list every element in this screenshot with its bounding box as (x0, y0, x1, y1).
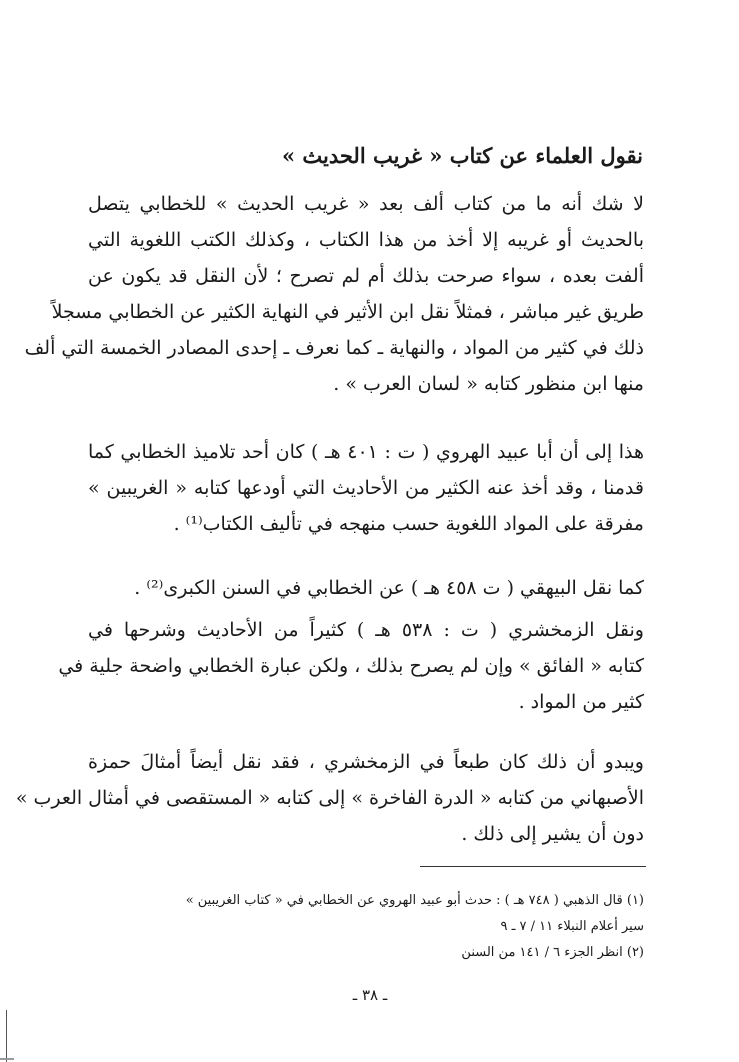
paragraph-3 (88, 570, 644, 606)
paragraph-2 (88, 434, 644, 542)
paragraph-line: ونقل الزمخشري ( ت : ٥٣٨ هـ ) كثيراً من الأحاديث وشرحها في (88, 619, 644, 641)
paragraph-5 (15, 744, 644, 852)
footnote-divider (420, 866, 646, 867)
paragraph-line: كتابه « الفائق » وإن لم يصرح بذلك ، ولكن عبارة الخطابي واضحة جلية في (58, 655, 644, 677)
paragraph-line: طريق غير مباشر ، فمثلاً نقل ابن الأثير في النهاية الكثير عن الخطابي مسجلاً (51, 301, 644, 323)
scan-margin-line (6, 1010, 7, 1062)
paragraph-1 (24, 186, 644, 402)
paragraph-line: قدمنا ، وقد أخذ عنه الكثير من الأحاديث التي أودعها كتابه « الغريبين » (88, 477, 644, 499)
paragraph-4 (58, 612, 644, 720)
footnotes (96, 888, 644, 966)
footnote-line: سير أعلام النبلاء ١١ / ٧ ـ ٩ (500, 919, 644, 934)
page-number: ـ ٣٨ ـ (352, 986, 388, 1004)
section-heading: نقول العلماء عن كتاب « غريب الحديث » (281, 143, 643, 168)
paragraph-line: لا شك أنه ما من كتاب ألف بعد « غريب الحديث » للخطابي يتصل (88, 193, 644, 215)
paragraph-line: ذلك في كثير من المواد ، والنهاية ـ كما نعرف ـ إحدى المصادر الخمسة التي ألف (24, 337, 644, 359)
paragraph-line: كما نقل البيهقي ( ت ٤٥٨ هـ ) عن الخطابي في السنن الكبرى⁽²⁾ . (134, 577, 644, 599)
paragraph-line: ألفت بعده ، سواء صرحت بذلك أم لم تصرح ؛ لأن النقل قد يكون عن (88, 265, 644, 287)
paragraph-line: هذا إلى أن أبا عبيد الهروي ( ت : ٤٠١ هـ ) كان أحد تلاميذ الخطابي كما (88, 441, 644, 463)
paragraph-line: كثير من المواد . (518, 691, 644, 713)
paragraph-line: الأصبهاني من كتابه « الدرة الفاخرة » إلى كتابه « المستقصى في أمثال العرب » (15, 787, 644, 809)
paragraph-line: منها ابن منظور كتابه « لسان العرب » . (333, 373, 644, 395)
paragraph-line: بالحديث أو غريبه إلا أخذ من هذا الكتاب ، وكذلك الكتب اللغوية التي (88, 229, 644, 251)
paragraph-line: ويبدو أن ذلك كان طبعاً في الزمخشري ، فقد نقل أيضاً أمثالَ حمزة (88, 751, 644, 773)
scan-corner-mark (0, 1058, 14, 1060)
paragraph-line: مفرقة على المواد اللغوية حسب منهجه في تأليف الكتاب⁽¹⁾ . (173, 513, 644, 535)
footnote-line: (٢) انظر الجزء ٦ / ١٤١ من السنن (461, 945, 644, 960)
paragraph-line: دون أن يشير إلى ذلك . (461, 823, 644, 845)
footnote-line: (١) قال الذهبي ( ٧٤٨ هـ ) : حدث أبو عبيد الهروي عن الخطابي في « كتاب الغريبين » (185, 893, 644, 908)
